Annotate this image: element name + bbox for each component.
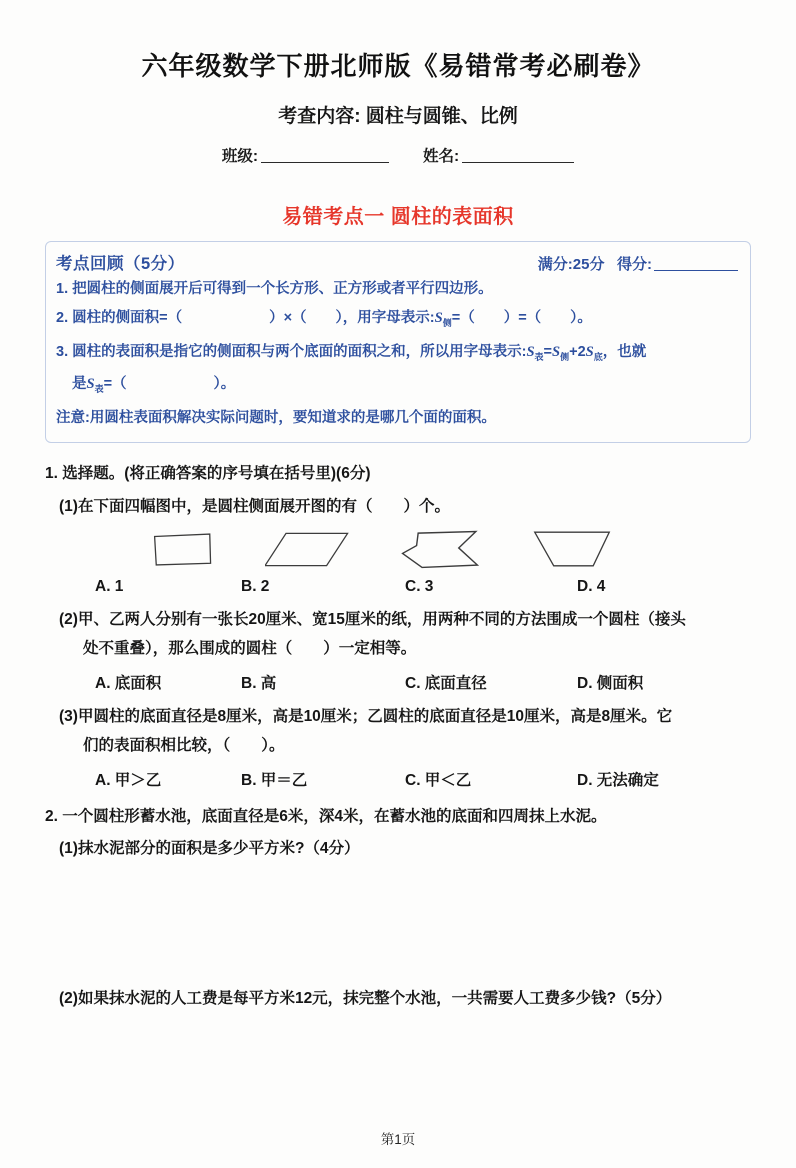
unfold-shape-figures: [153, 529, 751, 570]
note-label: 注意:: [56, 409, 90, 426]
class-name-line: [45, 144, 751, 166]
section-heading: 易错考点一 圆柱的表面积: [282, 206, 514, 228]
option-a: A. 1: [95, 577, 124, 595]
review-item-3: [56, 339, 738, 403]
review-item-2: [56, 305, 738, 337]
option-b: B. 高: [241, 674, 277, 692]
option-a: A. 底面积: [95, 674, 162, 692]
question-1-stem: 1. 选择题。(将正确答案的序号填在括号里)(6分): [45, 464, 371, 482]
question-1-3-line2: 们的表面积相比较，（ ）。: [83, 736, 285, 754]
question-1-1-options: [95, 578, 751, 596]
answer-space-1: [45, 858, 751, 976]
symbol-s-lateral-2-subscript: 侧: [560, 351, 570, 362]
question-1-3-options: [95, 768, 751, 790]
score-area: [538, 253, 738, 274]
option-c: C. 底面直径: [405, 674, 487, 692]
symbol-s-base-subscript: 底: [593, 351, 603, 362]
question-1-2-options: [95, 671, 751, 693]
review-item-2-text: 2. 圆柱的侧面积=（ ）×（ ），用字母表示:: [56, 310, 435, 326]
full-score-label: 满分:25分: [537, 256, 605, 273]
score-label: 得分:: [617, 256, 652, 273]
review-box: [45, 241, 751, 443]
symbol-s-surface-2: S: [86, 375, 95, 392]
question-1-3-line1: (3)甲圆柱的底面直径是8厘米，高是10厘米；乙圆柱的底面直径是10厘米，高是8厘米。它: [59, 707, 673, 725]
review-item-1: 1. 把圆柱的侧面展开后可得到一个长方形、正方形或者平行四边形。: [56, 281, 493, 297]
score-blank-line: [654, 258, 738, 271]
symbol-s-surface-subscript: 表: [534, 351, 544, 362]
worksheet-page: [0, 46, 796, 1158]
question-2-stem: 2. 一个圆柱形蓄水池，底面直径是6米，深4米，在蓄水池的底面和四周抹上水泥。: [45, 807, 607, 825]
question-1-3: [59, 702, 751, 760]
option-d: D. 侧面积: [577, 674, 644, 692]
page-title: 六年级数学下册北师版《易错常考必刷卷》: [141, 51, 655, 81]
class-label: 班级:: [221, 148, 258, 165]
review-header: [56, 250, 738, 274]
symbol-s-base: S: [585, 343, 594, 360]
review-item-3-tail: ，也就: [602, 343, 647, 360]
continuation-prefix: 是: [72, 375, 87, 392]
class-blank-line: [261, 148, 389, 163]
question-2-part2: (2)如果抹水泥的人工费是每平方米12元，抹完整个水池，一共需要人工费多少钱?（5分）: [59, 989, 672, 1007]
option-d: D. 无法确定: [577, 771, 659, 789]
option-b: B. 甲＝乙: [241, 771, 308, 789]
review-item-2-tail: =（ ）=（ ）。: [451, 310, 592, 326]
symbol-s-lateral-2: S: [552, 343, 561, 360]
name-label: 姓名:: [423, 148, 460, 165]
symbol-s-surface: S: [526, 343, 535, 360]
review-item-3-continuation: [56, 371, 738, 403]
option-c: C. 甲＜乙: [405, 771, 472, 789]
review-title: 考点回顾（5分）: [56, 255, 185, 273]
exam-scope-subtitle: 考查内容: 圆柱与圆锥、比例: [278, 106, 518, 127]
parallelogram-shape: [265, 531, 349, 568]
symbol-s-surface-2-subscript: 表: [94, 383, 104, 394]
option-c: C. 3: [405, 577, 434, 595]
question-1-2: [59, 605, 751, 663]
review-note: [56, 405, 738, 432]
zigzag-band-shape: [401, 529, 479, 570]
question-2-part1: (1)抹水泥部分的面积是多少平方米?（4分）: [59, 839, 360, 857]
question-1-1: (1)在下面四幅图中，是圆柱侧面展开图的有（ ）个。: [59, 497, 450, 515]
question-1-2-line1: (2)甲、乙两人分别有一张长20厘米、宽15厘米的纸，用两种不同的方法围成一个圆柱（接头: [59, 610, 686, 628]
plus-two-sign: +2: [569, 343, 586, 360]
option-b: B. 2: [241, 577, 270, 595]
note-text: 用圆柱表面积解决实际问题时，要知道求的是哪几个面的面积。: [89, 409, 496, 426]
trapezoid-shape: [531, 530, 613, 568]
name-blank-line: [462, 148, 574, 163]
option-d: D. 4: [577, 577, 606, 595]
review-item-3-text: 3. 圆柱的表面积是指它的侧面积与两个底面的面积之和，所以用字母表示:: [56, 343, 527, 360]
option-a: A. 甲＞乙: [95, 771, 162, 789]
symbol-s-lateral: S: [434, 310, 443, 326]
page-number: 第1页: [380, 1132, 416, 1147]
symbol-s-lateral-subscript: 侧: [442, 317, 452, 328]
continuation-blank: =（ ）。: [103, 375, 236, 392]
equals-sign: =: [543, 343, 553, 360]
question-1-2-line2: 处不重叠），那么围成的圆柱（ ）一定相等。: [83, 639, 417, 657]
rectangle-shape: [153, 531, 213, 568]
